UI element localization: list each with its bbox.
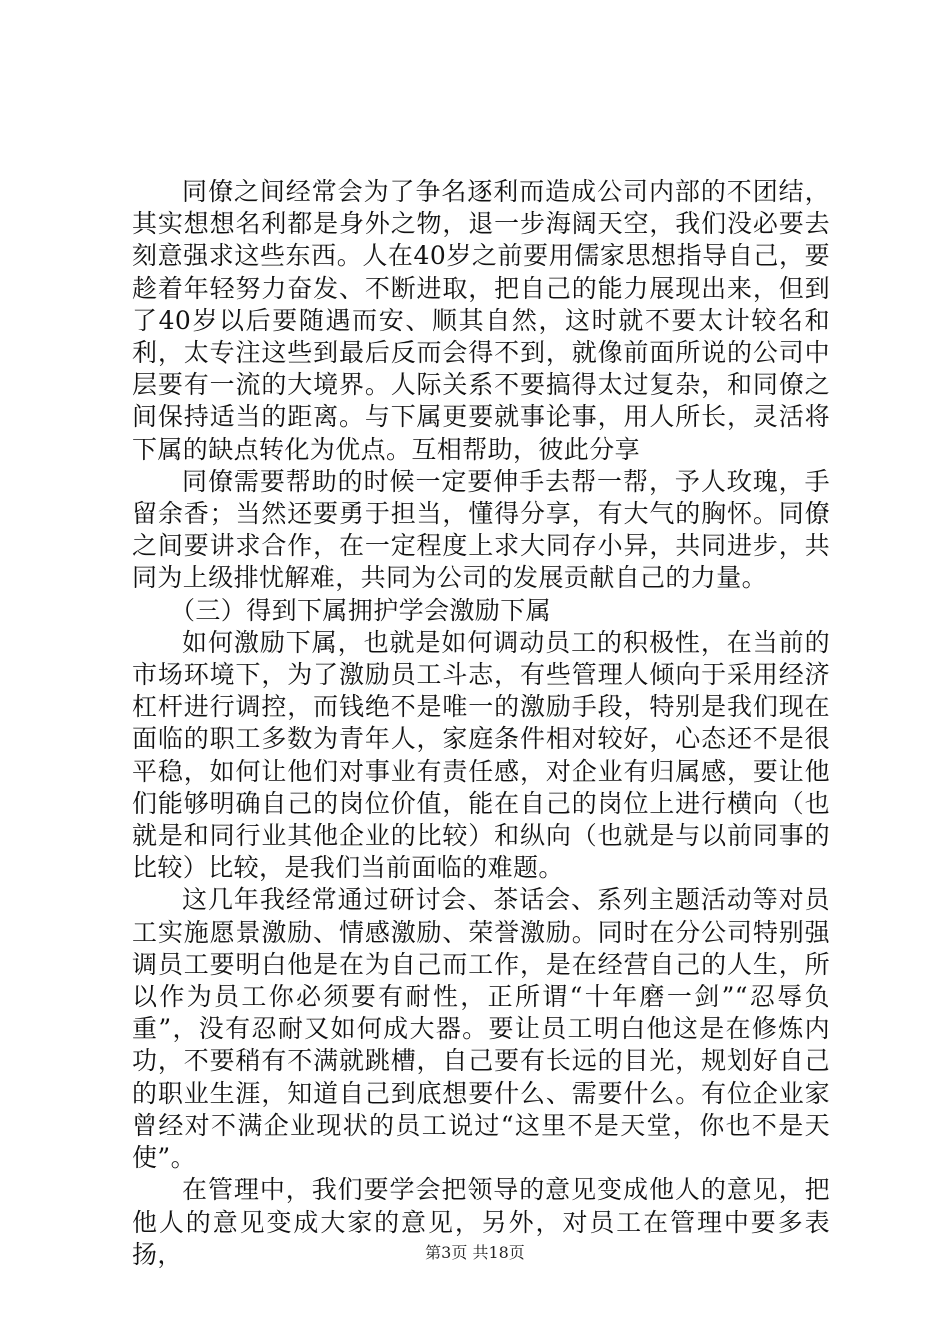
document-body [132,176,830,1271]
paragraph-management-praise: 在管理中，我们要学会把领导的意见变成他人的意见，把他人的意见变成大家的意见，另外，对员工在管理中要多表扬， [132,1175,830,1269]
paragraph-motivation-practice: 这几年我经常通过研讨会、茶话会、系列主题活动等对员工实施愿景激励、情感激励、荣誉激励。同时在分公司特别强调员工要明白他是在为自己而工作，是在经营自己的人生，所以作为员工你必须要有耐性，正所谓“十年磨一剑”“忍辱负重”，没有忍耐又如何成大器。要让员工明白他这是在修炼内功，不要稍有不满就跳槽，自己要有长远的目光，规划好自己的职业生涯，知道自己到底想要什么、需要什么。有位企业家曾经对不满企业现状的员工说过“这里不是天堂，你也不是天使”。 [132,885,830,1173]
paragraph-colleague-help: 同僚需要帮助的时候一定要伸手去帮一帮，予人玫瑰，手留余香；当然还要勇于担当，懂得分享，有大气的胸怀。同僚之间要讲求合作，在一定程度上求大同存小异，共同进步，共同为上级排忧解难，共同为公司的发展贡献自己的力量。 [132,466,830,593]
paragraph-colleague-competition: 同僚之间经常会为了争名逐利而造成公司内部的不团结，其实想想名利都是身外之物，退一步海阔天空，我们没必要去刻意强求这些东西。人在40岁之前要用儒家思想指导自己，要趁着年轻努力奋发、不断进取，把自己的能力展现出来，但到了40岁以后要随遇而安、顺其自然，这时就不要太计较名和利，太专注这些到最后反而会得不到，就像前面所说的公司中层要有一流的大境界。人际关系不要搞得太过复杂，和同僚之间保持适当的距离。与下属更要就事论事，用人所长，灵活将下属的缺点转化为优点。互相帮助，彼此分享 [132,177,830,464]
section-heading-motivate-subordinates: （三）得到下属拥护学会激励下属 [170,595,552,625]
paragraph-how-to-motivate: 如何激励下属，也就是如何调动员工的积极性，在当前的市场环境下，为了激励员工斗志，有些管理人倾向于采用经济杠杆进行调控，而钱绝不是唯一的激励手段，特别是我们现在面临的职工多数为青年人，家庭条件相对较好，心态还不是很平稳，如何让他们对事业有责任感，对企业有归属感，要让他们能够明确自己的岗位价值，能在自己的岗位上进行横向（也就是和同行业其他企业的比较）和纵向（也就是与以前同事的比较）比较，是我们当前面临的难题。 [132,627,830,883]
page-number-footer: 第3页 共18页 [425,1243,525,1262]
